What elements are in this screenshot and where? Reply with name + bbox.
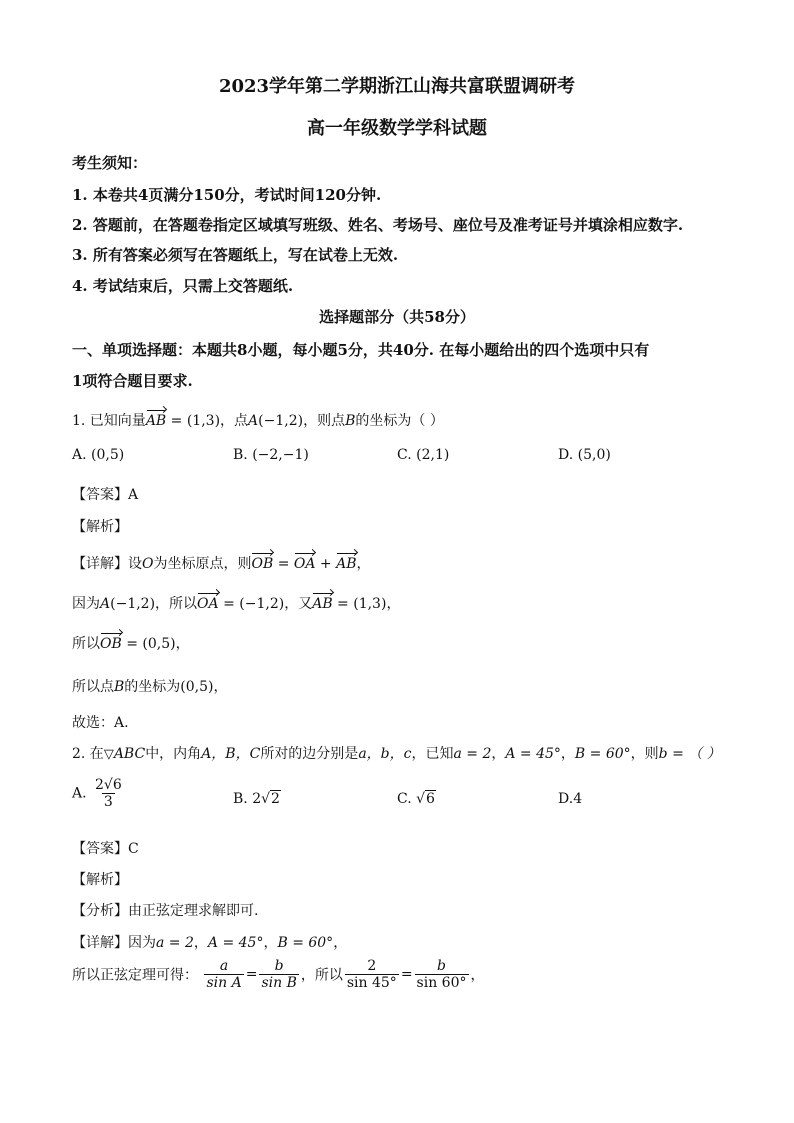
q1-suffix: ，则点 — [303, 413, 346, 429]
text: ， — [560, 746, 575, 762]
sqrt: √6 — [416, 791, 435, 807]
denominator: sin 60° — [416, 975, 467, 991]
option-letter: A. — [72, 785, 87, 802]
detail-label: 【详解】 — [72, 935, 128, 951]
q2-option-c — [397, 791, 436, 807]
q1-answer — [72, 484, 138, 504]
vector-ab: AB — [336, 556, 357, 572]
cond-angle-b: B = 60° — [277, 935, 334, 951]
radicand: 6 — [426, 791, 435, 807]
q1-prefix: 1. 已知向量 — [72, 413, 146, 429]
notice-item-2: 2. 答题前，在答题卷指定区域填写班级、姓名、考场号、座位号及准考证号并填涂相应数字. — [72, 216, 684, 234]
option-letter: C. — [397, 447, 412, 463]
q1-mid1: ，点 — [220, 413, 249, 429]
ask-b: b = （ ） — [658, 746, 721, 762]
notice-item-4: 4. 考试结束后，只需上交答题纸. — [72, 277, 294, 295]
option-letter: A. — [72, 447, 87, 463]
cond-angle-a: A = 45° — [505, 746, 561, 762]
text: ，所以 — [300, 967, 343, 984]
plus: + — [315, 556, 337, 572]
option-letter: B. — [233, 791, 248, 807]
question-2-stem — [72, 743, 721, 763]
point-b: B — [345, 413, 356, 429]
numerator: b — [274, 958, 284, 974]
coefficient: 2 — [252, 791, 262, 807]
text: 所以点 — [72, 679, 114, 695]
value: = (1,3) — [332, 596, 387, 612]
point-a: A — [248, 413, 259, 429]
q1-detail-4 — [72, 676, 228, 696]
vector-ob: OB — [251, 556, 274, 572]
equals: = — [273, 556, 294, 572]
text: 所以 — [72, 636, 100, 652]
text: ， — [491, 746, 506, 762]
numerator: a — [219, 958, 229, 974]
q1-detail-2 — [72, 593, 400, 613]
denominator: 3 — [103, 794, 113, 810]
option-letter: C. — [397, 791, 412, 807]
cond-a: a = 2 — [453, 746, 492, 762]
cond-angle-b: B = 60° — [574, 746, 631, 762]
text: ，所以 — [155, 596, 198, 612]
option-value: (2,1) — [416, 447, 450, 463]
q2-answer — [72, 838, 139, 858]
vector-ab: AB — [312, 596, 333, 612]
sides: a，b，c — [358, 746, 412, 762]
q1-detail-1 — [72, 553, 371, 573]
text: 中，内角 — [145, 746, 202, 762]
text: 所对的边分别是 — [260, 746, 359, 762]
question-1-stem — [72, 410, 444, 430]
option-letter: D. — [558, 447, 574, 463]
text: ，则 — [630, 746, 659, 762]
option-letter: D. — [558, 791, 574, 807]
text: ， — [175, 636, 190, 652]
section-instruction-1: 一、单项选择题：本题共8小题，每小题5分，共40分. 在每小题给出的四个选项中只有 — [72, 341, 650, 359]
vector-oa: OA — [293, 556, 316, 572]
notice-heading: 考生须知： — [72, 154, 148, 172]
notice-item-1: 1. 本卷共4页满分150分，考试时间120分钟. — [72, 186, 382, 204]
option-value: 4 — [573, 791, 583, 807]
answer-label: 【答案】 — [72, 487, 128, 503]
fraction — [93, 777, 124, 810]
q2-option-a — [72, 777, 126, 810]
text: 所以正弦定理可得： — [72, 967, 198, 984]
answer-value: A — [128, 487, 139, 503]
vector-ab: AB — [145, 413, 167, 429]
fraction — [345, 958, 399, 991]
section-instruction-2: 1项符合题目要求. — [72, 372, 193, 390]
origin-o: O — [142, 556, 154, 572]
triangle-symbol: ▽ — [103, 747, 114, 762]
q1-option-a — [72, 447, 124, 463]
cond-angle-a: A = 45° — [207, 935, 264, 951]
notice-item-3: 3. 所有答案必须写在答题纸上，写在试卷上无效. — [72, 246, 399, 264]
text: ， — [333, 935, 348, 951]
numerator: 2 — [367, 958, 377, 974]
fraction — [259, 958, 298, 991]
fraction — [415, 958, 469, 991]
denominator: sin B — [261, 975, 297, 991]
q1-suffix2: 的坐标为（ ） — [355, 413, 444, 429]
option-value: (−2,−1) — [252, 447, 309, 463]
value: (0,5) — [180, 679, 214, 695]
q1-analysis-label: 【解析】 — [72, 519, 128, 535]
q2-analysis-label: 【解析】 — [72, 872, 128, 888]
q2-option-b — [233, 791, 281, 807]
q2-fenxi — [72, 900, 258, 920]
equals: = — [400, 966, 413, 983]
section-heading: 选择题部分（共58分） — [319, 308, 475, 326]
q1-detail-3 — [72, 633, 190, 653]
exam-subtitle: 高一年级数学学科试题 — [307, 118, 487, 139]
text: ， — [213, 679, 228, 695]
option-value: (0,5) — [91, 447, 125, 463]
exam-title: 2023学年第二学期浙江山海共富联盟调研考 — [218, 76, 576, 97]
q1-eq1: = (1,3) — [166, 413, 221, 429]
text: ，已知 — [411, 746, 454, 762]
fraction — [204, 958, 243, 991]
q1-option-d — [558, 447, 611, 463]
q1-option-b — [233, 447, 309, 463]
point-a: A — [100, 596, 111, 612]
answer-label: 【答案】 — [72, 841, 128, 857]
text: ， — [386, 596, 401, 612]
option-letter: B. — [233, 447, 248, 463]
text: 为坐标原点，则 — [153, 556, 252, 572]
q2-detail-1 — [72, 932, 347, 952]
denominator: sin A — [206, 975, 242, 991]
text: 因为 — [128, 935, 156, 951]
answer-value: C — [128, 841, 139, 857]
q2-option-d — [558, 791, 582, 807]
text: ， — [193, 935, 208, 951]
q2-detail-2 — [72, 958, 485, 991]
text: 的坐标为 — [124, 679, 181, 695]
numerator: 2√6 — [95, 777, 122, 793]
fenxi-label: 【分析】 — [72, 903, 128, 919]
vector-ob: OB — [100, 636, 122, 652]
value: = (0,5) — [121, 636, 176, 652]
triangle-abc: ABC — [113, 746, 146, 762]
option-value: (5,0) — [577, 447, 611, 463]
numerator: b — [437, 958, 446, 974]
text: ， — [470, 967, 485, 984]
q1-option-c — [397, 447, 449, 463]
text: ， — [356, 556, 371, 572]
angles: A，B，C — [201, 746, 261, 762]
q1-choose: 故选：A. — [72, 715, 129, 731]
point-b: B — [114, 679, 125, 695]
equals: = — [245, 966, 258, 983]
coord: (−1,2) — [110, 596, 156, 612]
q1-coord-a: (−1,2) — [258, 413, 304, 429]
radicand: 2 — [271, 791, 280, 807]
text: ，又 — [284, 596, 313, 612]
text: 设 — [128, 556, 142, 572]
q2-prefix: 2. 在 — [72, 746, 104, 762]
vector-oa: OA — [197, 596, 219, 612]
text: ， — [263, 935, 278, 951]
cond-a: a = 2 — [156, 935, 194, 951]
detail-label: 【详解】 — [72, 556, 128, 572]
text: 因为 — [72, 596, 100, 612]
text: 由正弦定理求解即可. — [128, 903, 259, 919]
value: = (−1,2) — [218, 596, 285, 612]
denominator: sin 45° — [346, 975, 397, 991]
sqrt: √2 — [261, 791, 280, 807]
